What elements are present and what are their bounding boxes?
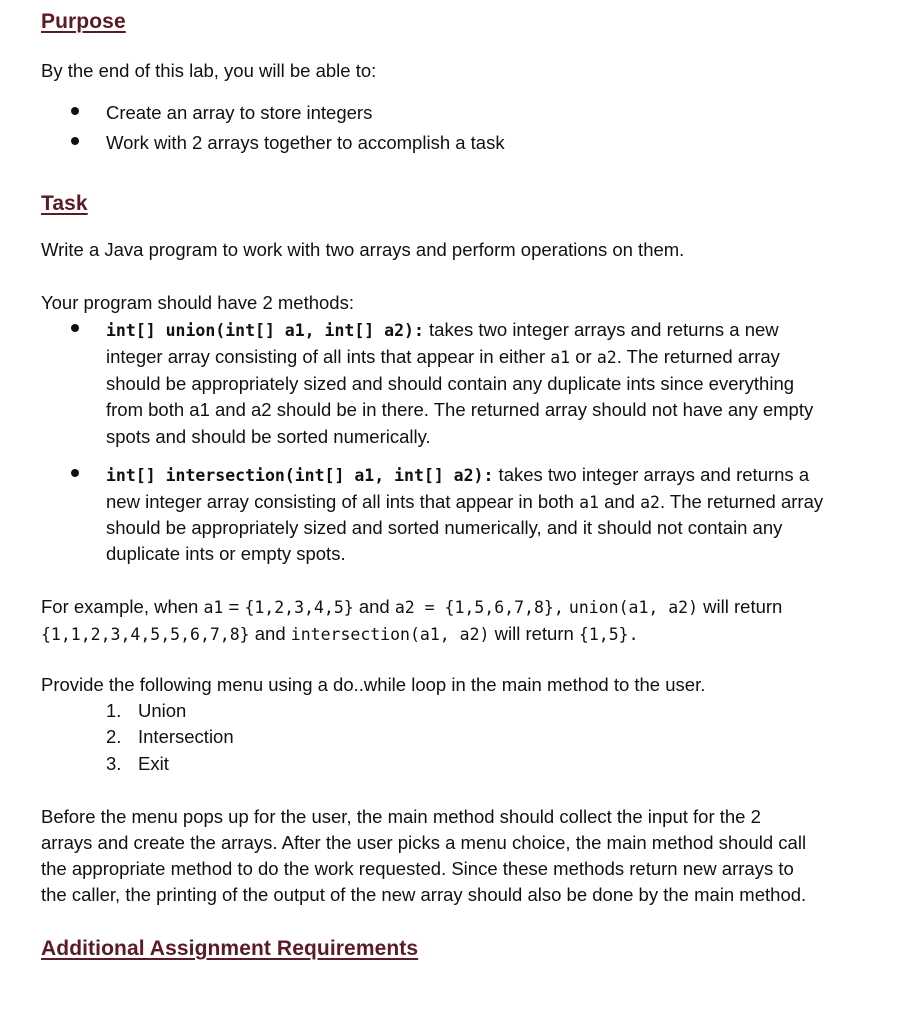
task-intro: Write a Java program to work with two arrays and perform operations on them. — [41, 239, 685, 260]
menu-item-number: 3. — [106, 753, 122, 774]
menu-item-number: 2. — [106, 726, 122, 747]
example-text-1b: = — [223, 596, 245, 617]
task-heading: Task — [41, 192, 88, 215]
purpose-intro: By the end of this lab, you will be able to: — [41, 60, 377, 81]
union-line-1 — [106, 317, 779, 345]
example-text-1a: For example, when — [41, 596, 204, 617]
example-code-a1-values: {1,2,3,4,5} — [244, 598, 354, 617]
example-code-a2-values: a2 = {1,5,6,7,8}, — [394, 598, 564, 617]
example-line-2 — [41, 621, 639, 649]
intersection-code-a1: a1 — [579, 493, 599, 512]
intersection-desc-2b: and — [598, 491, 641, 512]
closing-line-4: the caller, the printing of the output of the new array should also be done by the main method. — [41, 884, 807, 905]
bullet-dot — [71, 100, 83, 112]
menu-item-number: 1. — [106, 700, 122, 721]
intersection-signature: int[] intersection(int[] a1, int[] a2): — [106, 466, 494, 485]
menu-item-exit: Exit — [138, 753, 169, 774]
example-line-1 — [41, 594, 782, 622]
example-text-2a: and — [249, 623, 291, 644]
example-code-union-result: {1,1,2,3,4,5,5,6,7,8} — [41, 625, 250, 644]
intersection-desc-2a: new integer array consisting of all ints that appear in both — [106, 491, 580, 512]
union-line-4: from both a1 and a2 should be in there. The returned array should not have any empty — [106, 399, 814, 420]
closing-line-3: the appropriate method to do the work requested. Since these methods return new arrays to — [41, 858, 794, 879]
example-code-intersection-call: intersection(a1, a2) — [290, 625, 490, 644]
example-code-union-call: union(a1, a2) — [568, 598, 699, 617]
bullet-dot — [71, 130, 83, 142]
purpose-bullet-2: Work with 2 arrays together to accomplish a task — [106, 132, 505, 153]
union-code-a2: a2 — [596, 348, 617, 367]
example-code-intersection-result: {1,5}. — [578, 625, 639, 644]
intersection-line-4: duplicate ints or empty spots. — [106, 543, 346, 564]
union-desc-2a: integer array consisting of all ints that appear in either — [106, 346, 551, 367]
intersection-code-a2: a2 — [640, 493, 660, 512]
example-text-1c: and — [353, 596, 395, 617]
additional-heading: Additional Assignment Requirements — [41, 937, 419, 960]
bullet-dot — [71, 462, 83, 474]
union-desc-2c: . The returned array — [616, 346, 780, 367]
closing-line-2: arrays and create the arrays. After the user picks a menu choice, the main method should call — [41, 832, 807, 853]
menu-item-union: Union — [138, 700, 187, 721]
union-code-a1: a1 — [550, 348, 571, 367]
closing-line-1: Before the menu pops up for the user, the main method should collect the input for the 2 — [41, 806, 761, 827]
menu-item-intersection: Intersection — [138, 726, 234, 747]
union-desc-2b: or — [570, 346, 597, 367]
intersection-desc-1: takes two integer arrays and returns a — [493, 464, 810, 485]
example-text-2b: will return — [489, 623, 579, 644]
example-text-1e: will return — [698, 596, 783, 617]
menu-intro: Provide the following menu using a do..while loop in the main method to the user. — [41, 674, 706, 695]
purpose-bullet-1: Create an array to store integers — [106, 102, 373, 123]
union-desc-1: takes two integer arrays and returns a new — [423, 319, 779, 340]
intersection-line-3: should be appropriately sized and sorted numerically, and it should not contain any — [106, 517, 783, 538]
intersection-line-1 — [106, 462, 809, 490]
purpose-heading: Purpose — [41, 10, 126, 33]
union-signature: int[] union(int[] a1, int[] a2): — [106, 321, 424, 340]
bullet-dot — [71, 317, 83, 329]
intersection-line-2 — [106, 489, 823, 517]
union-line-2 — [106, 344, 780, 372]
union-line-5: spots and should be sorted numerically. — [106, 426, 431, 447]
union-line-3: should be appropriately sized and should contain any duplicate ints since everything — [106, 373, 795, 394]
methods-intro: Your program should have 2 methods: — [41, 292, 354, 313]
intersection-desc-2c: . The returned array — [659, 491, 824, 512]
example-code-a1: a1 — [203, 598, 224, 617]
